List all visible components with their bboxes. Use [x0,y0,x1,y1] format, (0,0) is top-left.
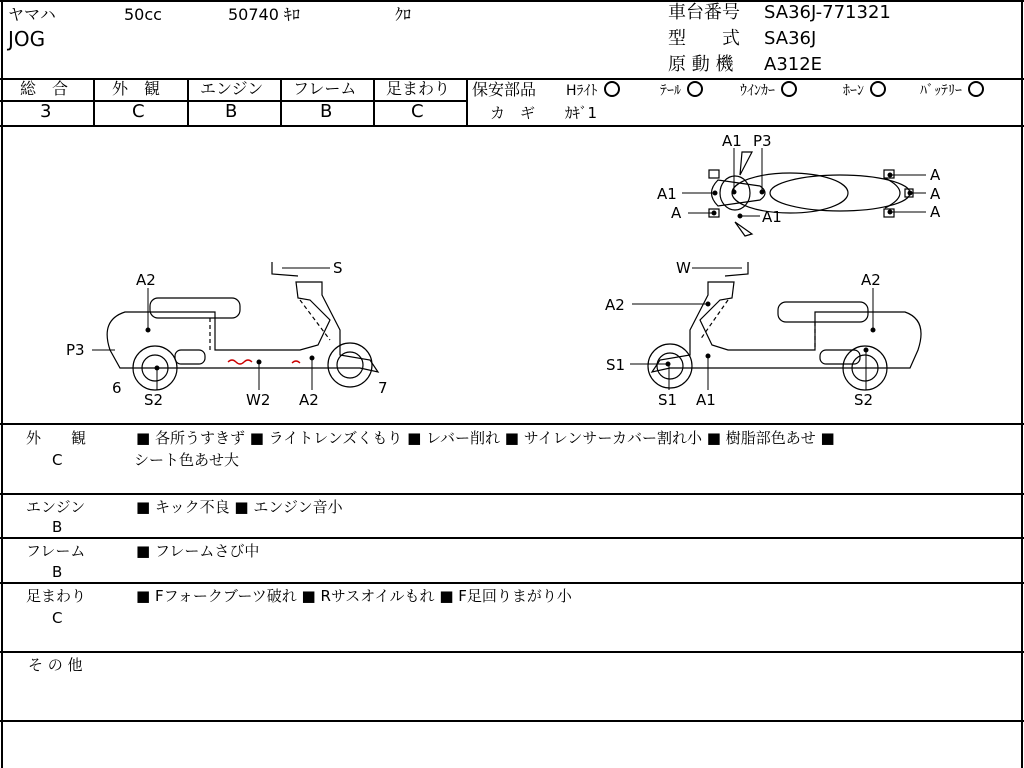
damage-label: A1 [722,132,742,150]
damage-label: S2 [144,391,164,409]
score-divider-3 [280,78,282,126]
ok-circle-icon [781,81,797,97]
section-grade-engine: B [52,518,63,536]
damage-label: A [930,185,941,203]
section-line-2 [0,537,1024,539]
diagram-bottom-line [0,423,1024,425]
score-label-engine: エンジン [200,79,264,98]
ok-circle-icon [604,81,620,97]
ok-circle-icon [687,81,703,97]
safety-horn: ﾎｰﾝ [843,81,886,100]
score-label-frame: フレーム [293,79,357,98]
section-label-suspension: 足まわり [26,587,87,605]
section-notes-suspension: ■ Fフォークブーツ破れ ■ Rサスオイルもれ ■ F足回りまがり小 [136,587,572,605]
frame-no: SA36J-771321 [764,2,891,23]
damage-label: A2 [299,391,319,409]
damage-label: A [671,204,682,222]
damage-label: A2 [605,296,625,314]
score-value-engine: B [225,101,238,122]
damage-label: S1 [658,391,678,409]
score-value-exterior: C [132,101,145,122]
damage-label: A [930,203,941,221]
damage-label: A1 [657,185,677,203]
frame-no-label: 車台番号 [668,2,740,23]
damage-label: W [676,259,691,277]
score-divider-1 [93,78,95,126]
damage-label: A2 [136,271,156,289]
safety-label: 保安部品 [472,80,537,99]
damage-label: S2 [854,391,874,409]
ok-circle-icon [968,81,984,97]
safety-tail: ﾃｰﾙ [660,81,703,100]
engine-label: 原 動 機 [668,54,734,75]
damage-label: P3 [753,132,772,150]
displacement: 50cc [124,5,162,24]
score-value-suspension: C [411,101,424,122]
section-notes-engine: ■ キック不良 ■ エンジン音小 [136,498,343,516]
damage-label: A1 [696,391,716,409]
score-value-total: 3 [40,101,52,122]
damage-label: S [333,259,343,277]
section-grade-exterior: C [52,451,63,469]
safety-headlight: Hﾗｲﾄ [566,81,620,100]
score-divider-2 [187,78,189,126]
damage-label: S1 [606,356,626,374]
damage-label: A [930,166,941,184]
damage-label: A1 [762,208,782,226]
section-line-1 [0,493,1024,495]
section-line-3 [0,582,1024,584]
model-name: JOG [8,27,46,51]
section-grade-suspension: C [52,609,63,627]
score-divider-5 [466,78,468,126]
section-line-4 [0,651,1024,653]
maker: ヤマハ [8,5,56,24]
section-notes-frame: ■ フレームさび中 [136,542,260,560]
section-grade-frame: B [52,563,63,581]
score-value-frame: B [320,101,333,122]
damage-label: 7 [378,379,388,397]
section-label-frame: フレーム [26,542,86,560]
key-value: ｶｷﾞ1 [565,104,598,122]
section-label-exterior: 外 観 [26,429,87,447]
damage-label: P3 [66,341,85,359]
color: ｸﾛ [395,5,412,24]
key-label: カ ギ [490,104,536,122]
type-value: SA36J [764,28,817,49]
damage-label: W2 [246,391,271,409]
score-divider-4 [373,78,375,126]
engine-value: A312E [764,54,823,75]
score-label-suspension: 足まわり [386,79,451,98]
safety-battery: ﾊﾞｯﾃﾘｰ [920,81,984,100]
mileage: 50740 ｷﾛ [228,5,300,24]
section-label-other: そ の 他 [28,656,83,674]
section-label-engine: エンジン [26,498,86,516]
section-notes-exterior-2: シート色あせ大 [134,451,240,469]
section-notes-exterior: ■ 各所うすきず ■ ライトレンズくもり ■ レバー削れ ■ サイレンサーカバー割れ小 ■ 樹脂部色あせ ■ [136,429,835,447]
section-line-5 [0,720,1024,722]
damage-label: 6 [112,379,122,397]
damage-label: A2 [861,271,881,289]
score-label-total: 総 合 [20,79,69,98]
score-label-exterior: 外 観 [112,79,161,98]
safety-winker: ｳｲﾝｶｰ [740,81,797,100]
type-label: 型 式 [668,28,740,49]
ok-circle-icon [870,81,886,97]
